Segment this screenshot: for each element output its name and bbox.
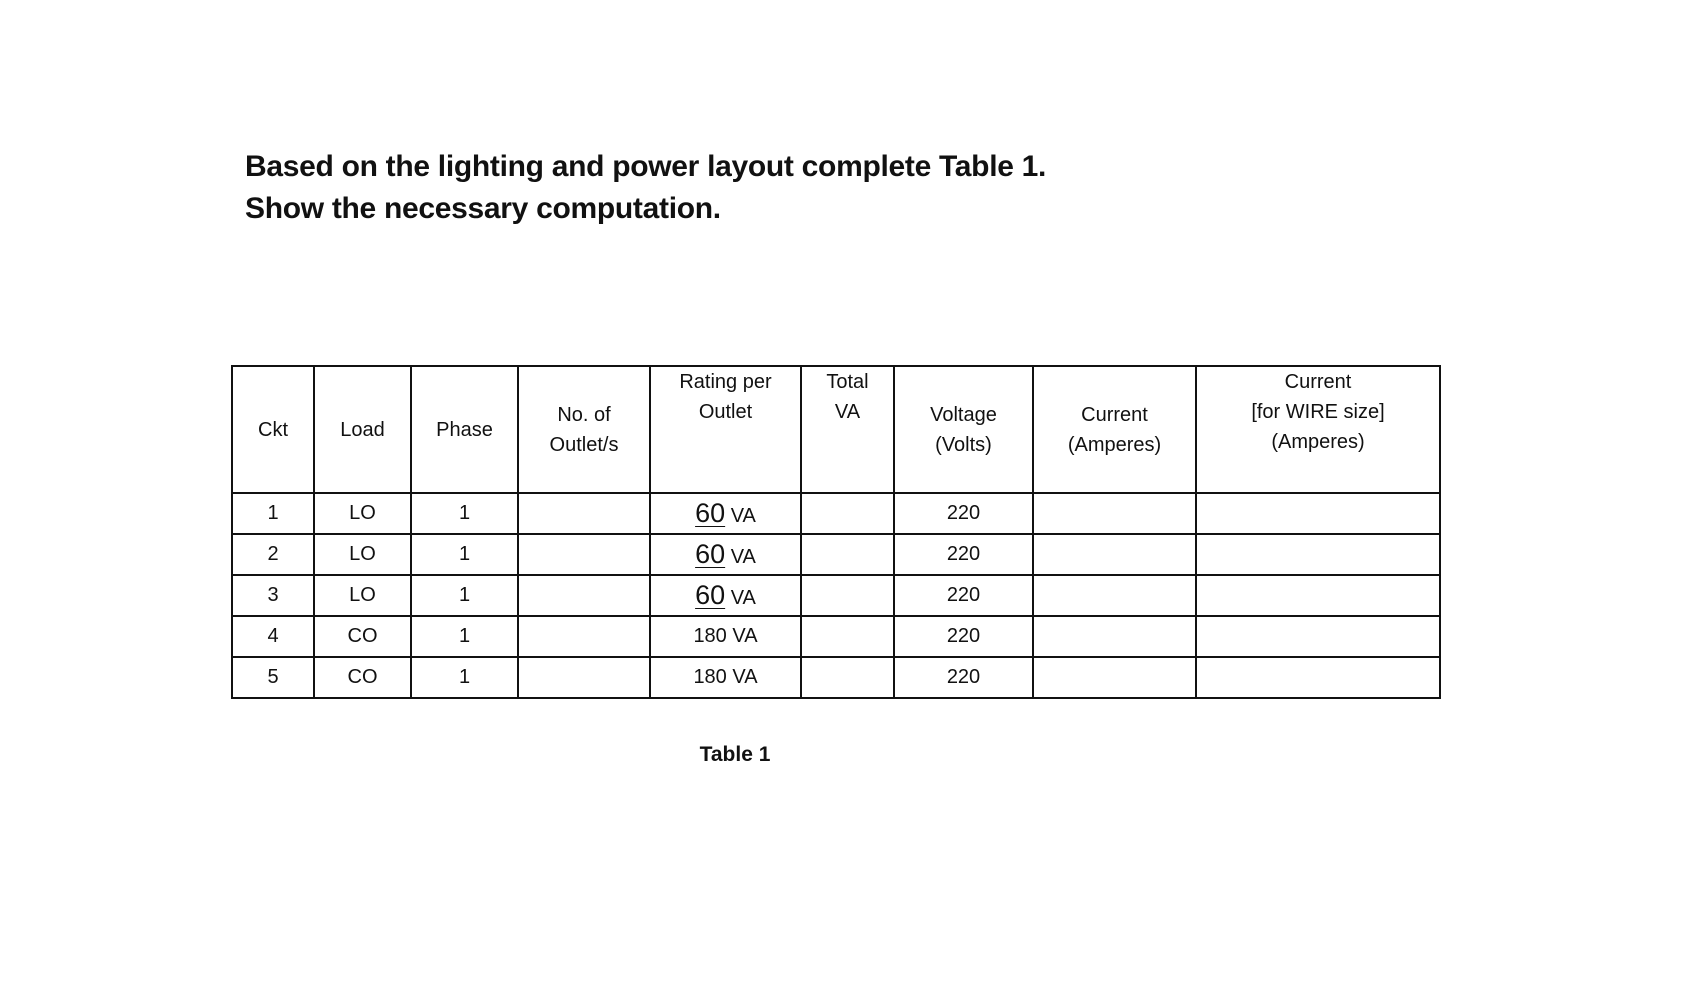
header-line: Rating per xyxy=(679,371,772,393)
table-row xyxy=(232,534,1440,575)
cell-current xyxy=(1033,493,1196,534)
header-phase xyxy=(411,366,518,493)
header-line: Outlet/s xyxy=(549,433,619,456)
cell-current-wire xyxy=(1196,616,1440,657)
table-caption: Table 1 xyxy=(699,743,771,766)
header-line: Current xyxy=(1284,371,1352,393)
cell-total-va xyxy=(801,493,894,534)
cell-total-va xyxy=(801,534,894,575)
rating-unit: VA xyxy=(730,587,756,609)
cell-rating xyxy=(650,493,801,534)
cell-rating xyxy=(650,534,801,575)
rating-value: 180 VA xyxy=(693,625,758,647)
instruction-line-2: Show the necessary computation. xyxy=(245,192,721,225)
header-outlets xyxy=(518,366,650,493)
header-line: (Volts) xyxy=(935,433,992,456)
cell-current xyxy=(1033,657,1196,698)
cell-voltage: 220 xyxy=(894,534,1033,575)
header-line: Phase xyxy=(436,418,493,441)
cell-total-va xyxy=(801,616,894,657)
cell-voltage: 220 xyxy=(894,493,1033,534)
cell-voltage: 220 xyxy=(894,575,1033,616)
cell-phase: 1 xyxy=(411,575,518,616)
header-ckt xyxy=(232,366,314,493)
table-row xyxy=(232,575,1440,616)
table-row xyxy=(232,493,1440,534)
cell-current-wire xyxy=(1196,657,1440,698)
cell-phase: 1 xyxy=(411,534,518,575)
header-line: Total xyxy=(826,371,869,393)
rating-value: 60 xyxy=(695,539,726,569)
cell-rating xyxy=(650,575,801,616)
header-line: Voltage xyxy=(930,403,997,426)
rating-unit: VA xyxy=(730,505,756,527)
cell-ckt: 2 xyxy=(232,534,314,575)
cell-load: LO xyxy=(314,493,411,534)
cell-ckt: 5 xyxy=(232,657,314,698)
cell-phase: 1 xyxy=(411,616,518,657)
cell-current-wire xyxy=(1196,575,1440,616)
table-body xyxy=(232,493,1440,698)
cell-outlets xyxy=(518,534,650,575)
cell-voltage: 220 xyxy=(894,657,1033,698)
cell-load: LO xyxy=(314,534,411,575)
header-line: Outlet xyxy=(698,401,753,423)
cell-load: CO xyxy=(314,657,411,698)
header-line: Load xyxy=(340,418,385,441)
table-row xyxy=(232,657,1440,698)
header-line: No. of xyxy=(557,403,611,426)
header-rating xyxy=(650,366,801,493)
header-load xyxy=(314,366,411,493)
table-row xyxy=(232,616,1440,657)
cell-rating xyxy=(650,657,801,698)
cell-outlets xyxy=(518,657,650,698)
rating-value: 60 xyxy=(695,580,726,610)
rating-value: 180 VA xyxy=(693,666,758,688)
header-line: Ckt xyxy=(258,418,288,441)
cell-phase: 1 xyxy=(411,493,518,534)
cell-outlets xyxy=(518,575,650,616)
table-header-row xyxy=(232,366,1440,493)
header-total-va xyxy=(801,366,894,493)
instructions-text xyxy=(245,146,1046,230)
cell-current-wire xyxy=(1196,493,1440,534)
header-line: Current xyxy=(1081,403,1148,426)
cell-total-va xyxy=(801,657,894,698)
cell-current xyxy=(1033,575,1196,616)
header-current-wire xyxy=(1196,366,1440,493)
header-current xyxy=(1033,366,1196,493)
rating-unit: VA xyxy=(730,546,756,568)
header-line: (Amperes) xyxy=(1271,431,1365,453)
cell-rating xyxy=(650,616,801,657)
header-voltage xyxy=(894,366,1033,493)
cell-outlets xyxy=(518,493,650,534)
header-line: [for WIRE size] xyxy=(1251,401,1385,423)
cell-current-wire xyxy=(1196,534,1440,575)
cell-voltage: 220 xyxy=(894,616,1033,657)
instruction-line-1: Based on the lighting and power layout complete Table 1. xyxy=(245,150,1047,183)
header-line: (Amperes) xyxy=(1067,433,1162,456)
cell-current xyxy=(1033,534,1196,575)
cell-outlets xyxy=(518,616,650,657)
cell-current xyxy=(1033,616,1196,657)
cell-load: CO xyxy=(314,616,411,657)
cell-load: LO xyxy=(314,575,411,616)
cell-ckt: 4 xyxy=(232,616,314,657)
header-line: VA xyxy=(834,401,861,423)
cell-ckt: 1 xyxy=(232,493,314,534)
rating-value: 60 xyxy=(695,498,726,528)
load-schedule-table xyxy=(231,365,1441,699)
cell-total-va xyxy=(801,575,894,616)
cell-phase: 1 xyxy=(411,657,518,698)
cell-ckt: 3 xyxy=(232,575,314,616)
